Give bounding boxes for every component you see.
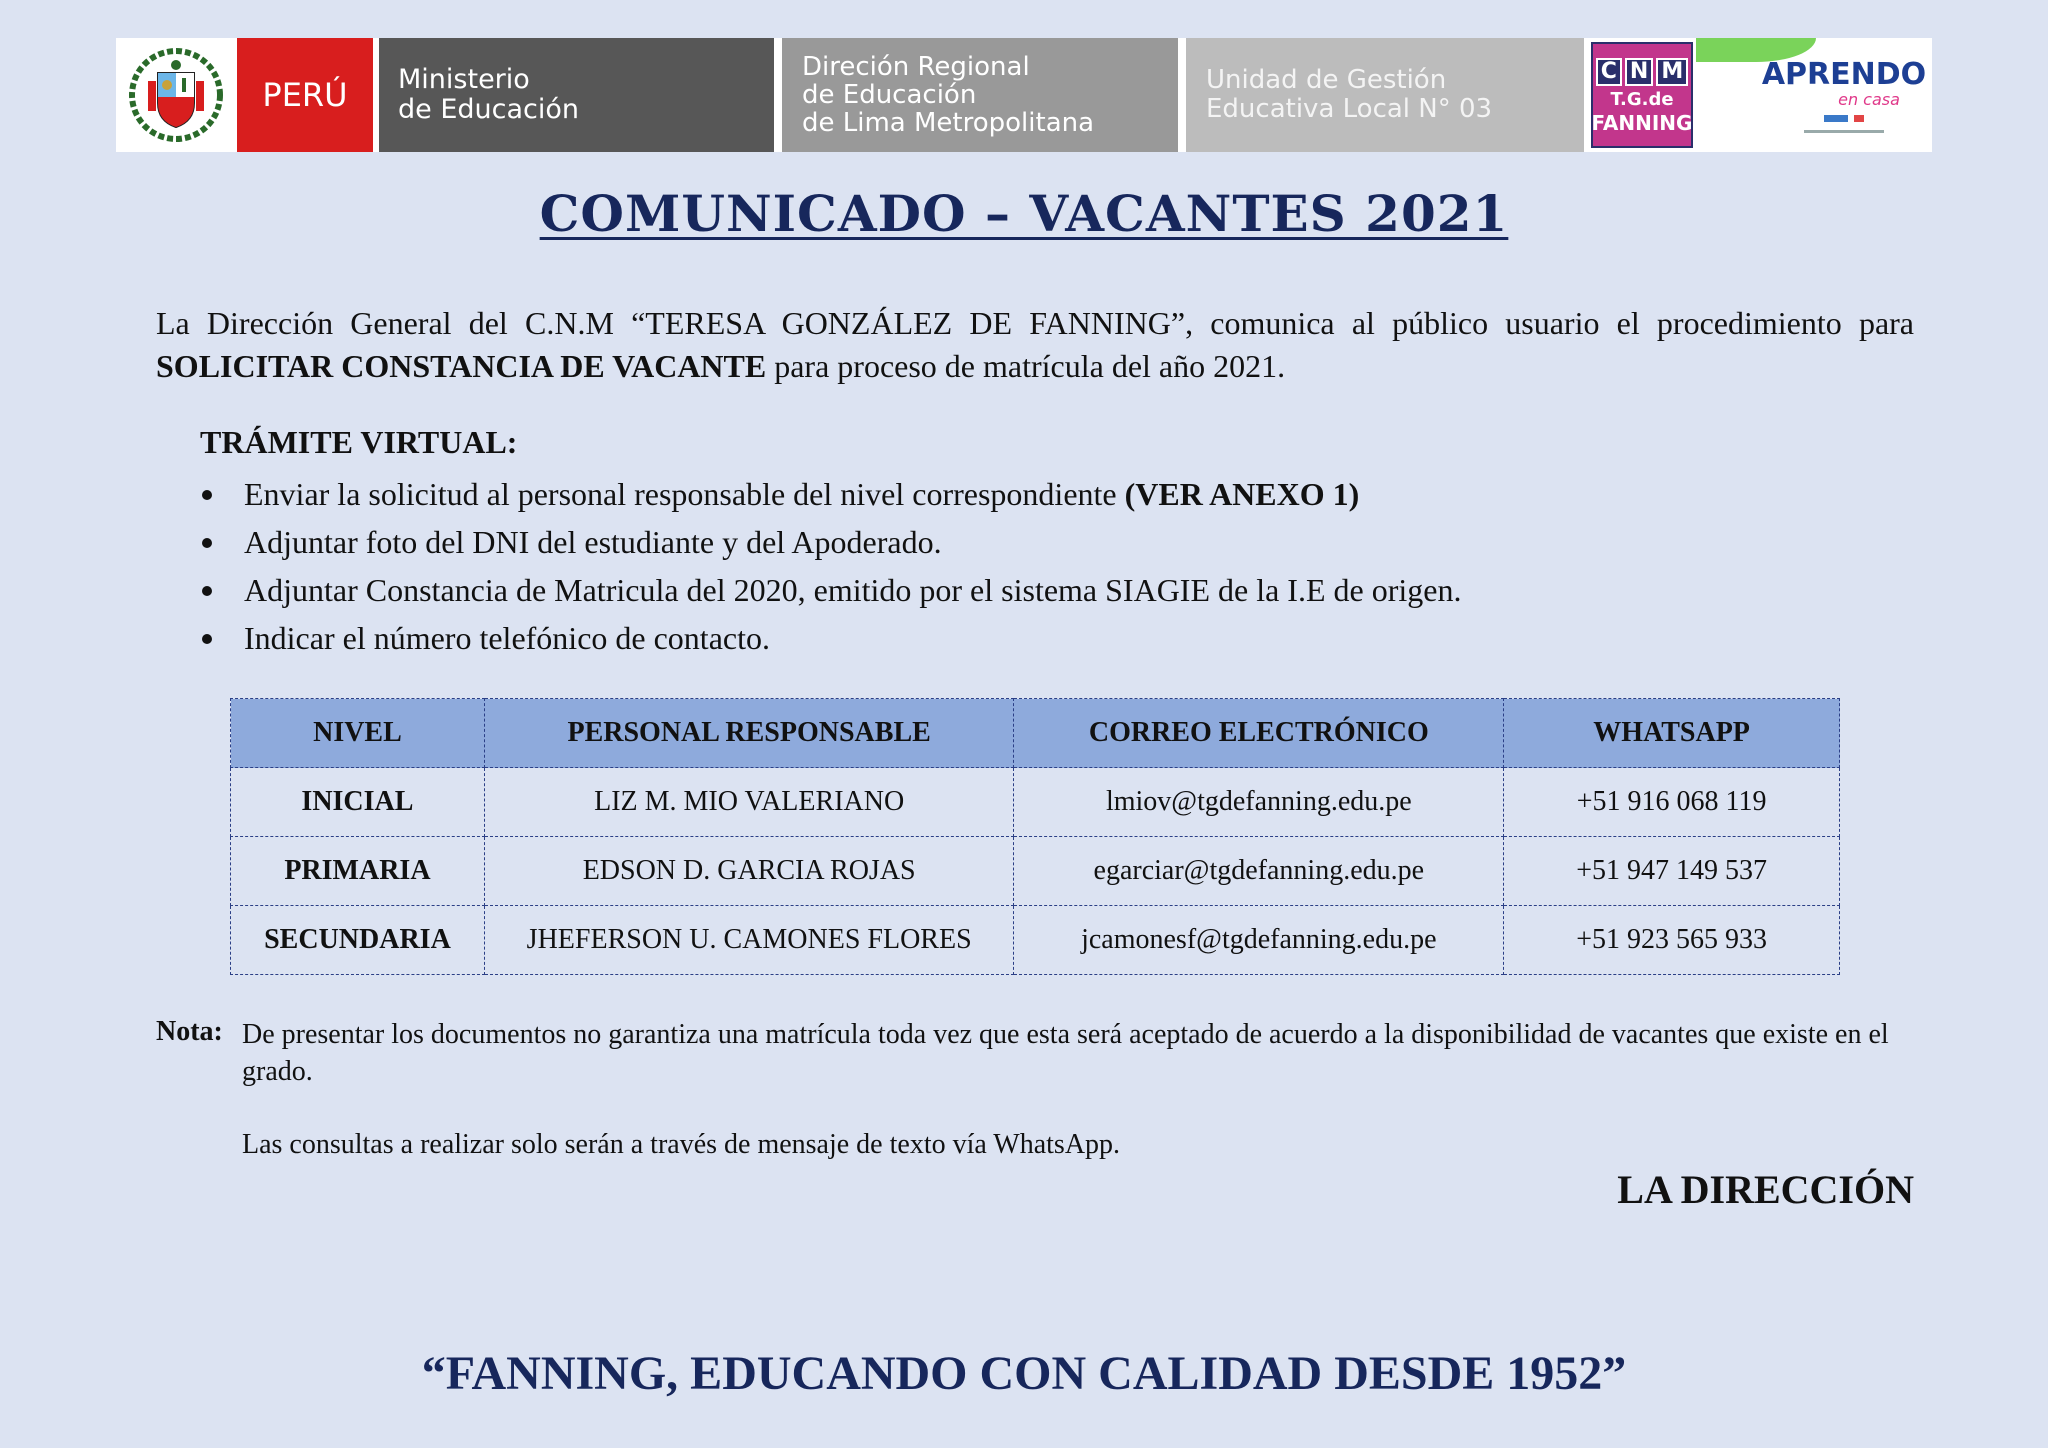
school-logo-letter: N xyxy=(1625,58,1653,86)
list-item xyxy=(196,470,1461,518)
cell-nivel: PRIMARIA xyxy=(231,837,485,906)
regional-direction-name xyxy=(782,38,1178,152)
list-item-text: Indicar el número telefónico de contacto. xyxy=(244,620,770,656)
list-item-text: Adjuntar Constancia de Matricula del 2020, emitido por el sistema SIAGIE de la I.E de origen. xyxy=(244,572,1462,608)
cell-nivel: INICIAL xyxy=(231,768,485,837)
table-header-row xyxy=(231,699,1840,768)
cell-email-link[interactable]: lmiov@tgdefanning.edu.pe xyxy=(1014,768,1504,837)
peru-label: PERÚ xyxy=(237,38,373,152)
aprendo-url-mark xyxy=(1804,130,1884,133)
ministry-line-2: de Educación xyxy=(398,94,580,125)
ugel-line-1: Unidad de Gestión xyxy=(1206,65,1447,95)
cell-whatsapp: +51 923 565 933 xyxy=(1504,906,1840,975)
intro-text-2: para proceso de matrícula del año 2021. xyxy=(766,348,1286,384)
aprendo-subtitle: en casa xyxy=(1838,90,1900,109)
list-item xyxy=(196,566,1461,614)
cell-email-link[interactable]: egarciar@tgdefanning.edu.pe xyxy=(1014,837,1504,906)
list-item-text: Enviar la solicitud al personal responsable del nivel correspondiente xyxy=(244,476,1125,512)
column-header-nivel: NIVEL xyxy=(231,699,485,768)
table-row xyxy=(231,768,1840,837)
table-row xyxy=(231,837,1840,906)
cell-personal: JHEFERSON U. CAMONES FLORES xyxy=(484,906,1014,975)
dre-line-3: de Lima Metropolitana xyxy=(802,108,1095,138)
cell-email-link[interactable]: jcamonesf@tgdefanning.edu.pe xyxy=(1014,906,1504,975)
contacts-table xyxy=(230,698,1840,975)
cell-nivel: SECUNDARIA xyxy=(231,906,485,975)
list-item-bold: (VER ANEXO 1) xyxy=(1124,476,1360,512)
aprendo-title: APRENDO xyxy=(1761,57,1927,92)
note-text-whatsapp: Las consultas a realizar solo serán a través de mensaje de texto vía WhatsApp. xyxy=(242,1129,1121,1160)
ministry-line-1: Ministerio xyxy=(398,64,530,95)
ugel-line-2: Educativa Local N° 03 xyxy=(1206,94,1493,124)
signature: LA DIRECCIÓN xyxy=(1617,1167,1914,1212)
school-logo-letter: C xyxy=(1596,58,1622,86)
school-logo-badge xyxy=(1591,42,1693,148)
column-header-personal: PERSONAL RESPONSABLE xyxy=(484,699,1014,768)
dre-line-1: Direción Regional xyxy=(802,52,1030,82)
note-label: Nota: xyxy=(156,1016,223,1047)
note-text: De presentar los documentos no garantiza una matrícula toda vez que esta será aceptado de acuerdo a la disponibilidad de vacantes que existe en el grado. xyxy=(242,1019,1889,1087)
cell-whatsapp: +51 916 068 119 xyxy=(1504,768,1840,837)
page-title-text: COMUNICADO – VACANTES 2021 xyxy=(539,184,1509,243)
intro-bold: SOLICITAR CONSTANCIA DE VACANTE xyxy=(156,348,767,384)
list-item xyxy=(196,614,1461,662)
cell-whatsapp: +51 947 149 537 xyxy=(1504,837,1840,906)
page-title xyxy=(0,184,2048,243)
footer-slogan: “FANNING, EDUCANDO CON CALIDAD DESDE 1952” xyxy=(421,1347,1627,1400)
cell-personal: EDSON D. GARCIA ROJAS xyxy=(484,837,1014,906)
list-item xyxy=(196,518,1461,566)
school-logo xyxy=(1588,38,1696,152)
table-row xyxy=(231,906,1840,975)
school-logo-bottom: FANNING xyxy=(1591,110,1693,135)
intro-paragraph xyxy=(156,302,1914,388)
cell-personal: LIZ M. MIO VALERIANO xyxy=(484,768,1014,837)
header-banner xyxy=(116,38,1932,152)
ministry-name xyxy=(379,38,774,152)
ugel-name xyxy=(1186,38,1584,152)
tramite-heading: TRÁMITE VIRTUAL: xyxy=(200,424,518,460)
aprendo-media-icons xyxy=(1824,115,1864,122)
column-header-whatsapp: WHATSAPP xyxy=(1504,699,1840,768)
list-item-text: Adjuntar foto del DNI del estudiante y del Apoderado. xyxy=(244,524,942,560)
aprendo-en-casa-logo xyxy=(1696,38,1932,152)
dre-line-2: de Educación xyxy=(802,80,977,110)
peru-coat-of-arms-icon xyxy=(116,38,235,152)
column-header-correo: CORREO ELECTRÓNICO xyxy=(1014,699,1504,768)
school-logo-letters xyxy=(1596,58,1688,86)
intro-text-1: La Dirección General del C.N.M “TERESA GONZÁLEZ DE FANNING”, comunica al público usuario el procedimiento para xyxy=(156,305,1914,341)
school-logo-letter: M xyxy=(1656,58,1688,86)
school-logo-middle: T.G.de xyxy=(1610,88,1674,110)
tramite-list xyxy=(196,470,1461,662)
